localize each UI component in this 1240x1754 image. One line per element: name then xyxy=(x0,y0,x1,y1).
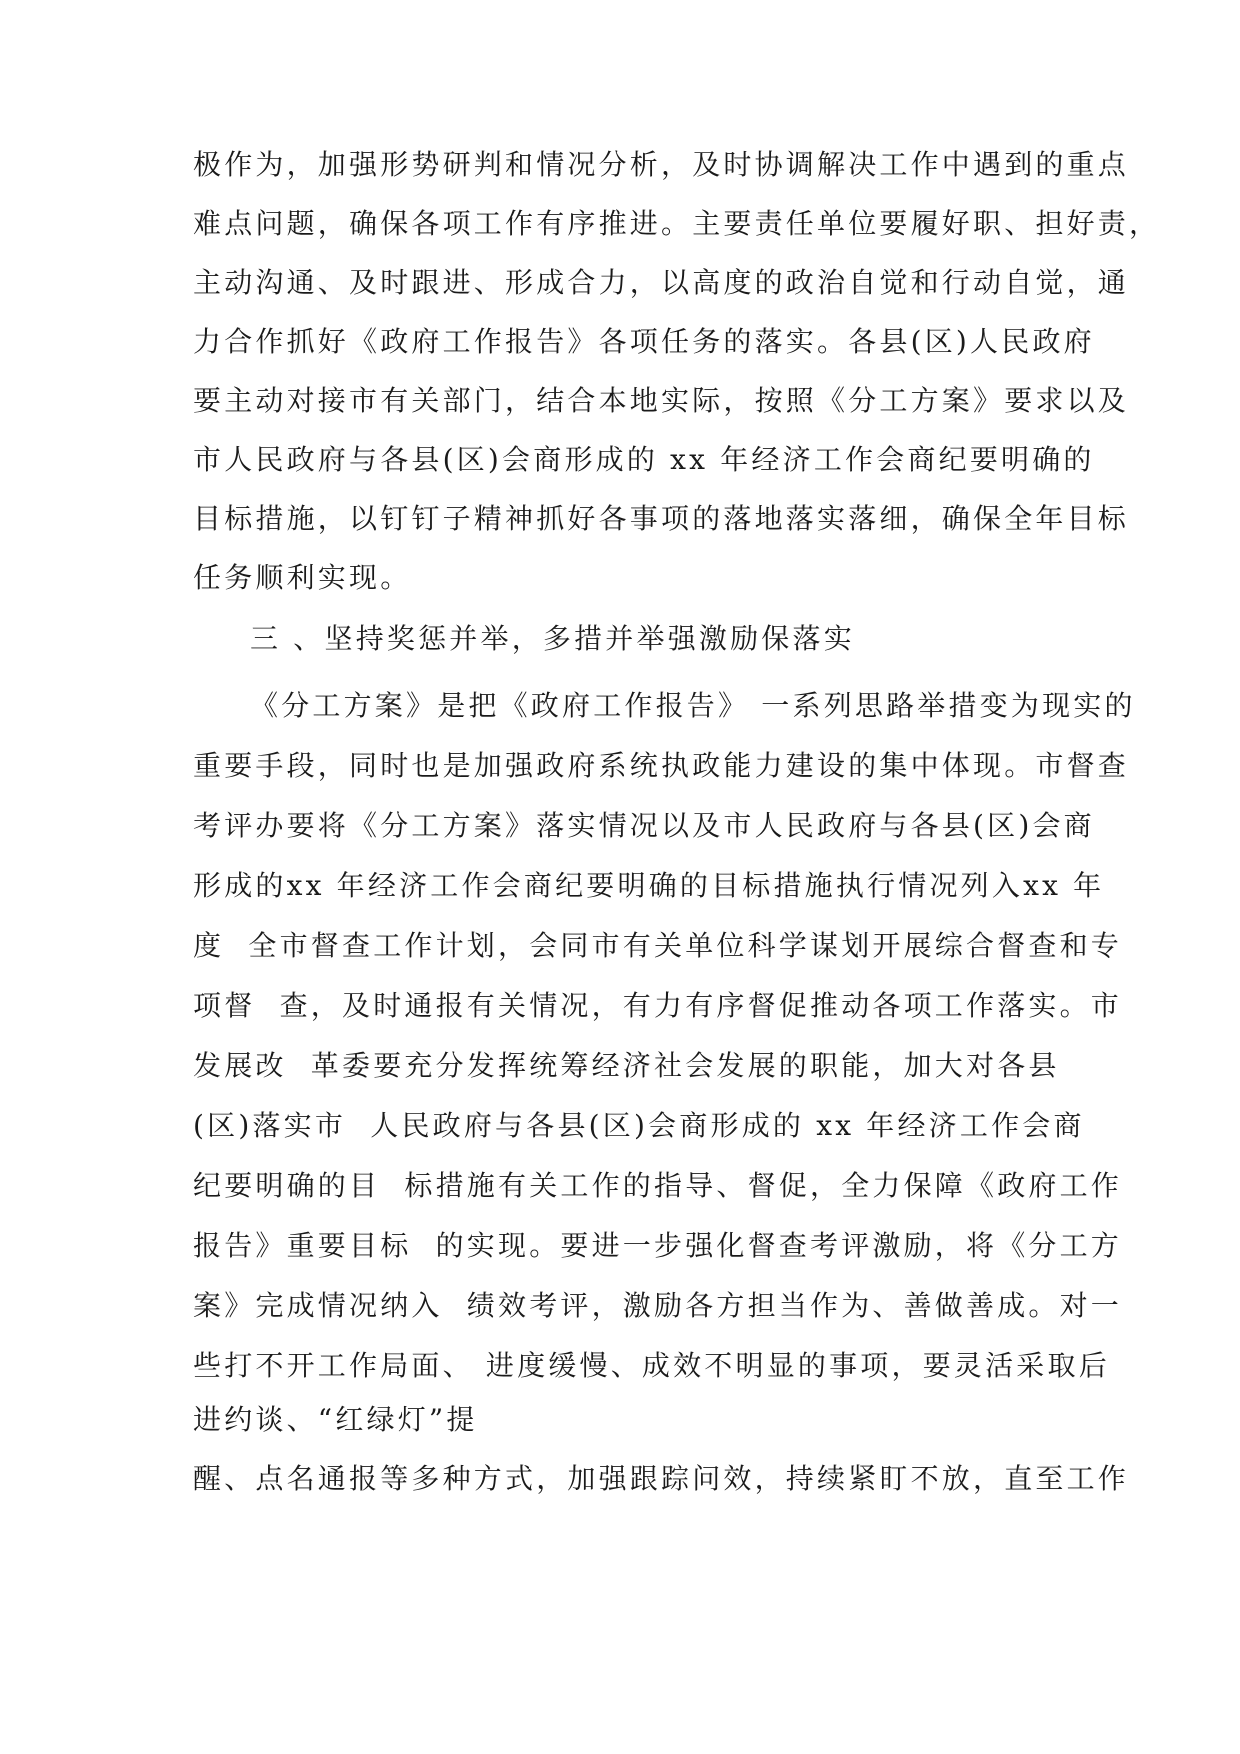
body-text-line: 考评办要将《分工方案》落实情况以及市人民政府与各县(区)会商 xyxy=(193,809,1095,842)
body-text-line: 报告》重要目标 的实现。要进一步强化督查考评激励，将《分工方 xyxy=(193,1229,1123,1262)
body-text-line: 发展改 革委要充分发挥统筹经济社会发展的职能，加大对各县 xyxy=(193,1049,1060,1082)
body-text-line: 极作为，加强形势研判和情况分析，及时协调解决工作中遇到的重点 xyxy=(193,148,1130,181)
body-text-line: 主动沟通、及时跟进、形成合力，以高度的政治自觉和行动自觉，通 xyxy=(193,266,1130,299)
section-heading: 三 、坚持奖惩并举，多措并举强激励保落实 xyxy=(250,622,855,655)
body-text-line: 形成的xx 年经济工作会商纪要明确的目标措施执行情况列入xx 年 xyxy=(193,869,1105,902)
body-text-line: 目标措施，以钉钉子精神抓好各事项的落地落实落细，确保全年目标 xyxy=(193,502,1130,535)
body-text-line: 醒、点名通报等多种方式，加强跟踪问效，持续紧盯不放，直至工作 xyxy=(193,1462,1130,1495)
body-text-line: 市人民政府与各县(区)会商形成的 xx 年经济工作会商纪要明确的 xyxy=(193,443,1095,476)
body-text-line: 重要手段，同时也是加强政府系统执政能力建设的集中体现。市督查 xyxy=(193,749,1130,782)
body-text-line: 些打不开工作局面、 进度缓慢、成效不明显的事项，要灵活采取后 xyxy=(193,1349,1110,1382)
body-text-line: 案》完成情况纳入 绩效考评，激励各方担当作为、善做善成。对一 xyxy=(193,1289,1123,1322)
body-text-line: 进约谈、“红绿灯”提 xyxy=(193,1403,478,1436)
body-text-line: 项督 查，及时通报有关情况，有力有序督促推动各项工作落实。市 xyxy=(193,989,1123,1022)
body-text-line: 力合作抓好《政府工作报告》各项任务的落实。各县(区)人民政府 xyxy=(193,325,1095,358)
body-text-line: 纪要明确的目 标措施有关工作的指导、督促，全力保障《政府工作 xyxy=(193,1169,1123,1202)
body-text-line: 任务顺利实现。 xyxy=(193,561,412,594)
body-text-line: 难点问题，确保各项工作有序推进。主要责任单位要履好职、担好责， xyxy=(193,207,1161,240)
body-text-line: 度 全市督查工作计划，会同市有关单位科学谋划开展综合督查和专 xyxy=(193,929,1123,962)
body-text-line: 要主动对接市有关部门，结合本地实际，按照《分工方案》要求以及 xyxy=(193,384,1130,417)
body-text-line: (区)落实市 人民政府与各县(区)会商形成的 xx 年经济工作会商 xyxy=(193,1109,1085,1142)
body-text-line: 《分工方案》是把《政府工作报告》 一系列思路举措变为现实的 xyxy=(250,689,1136,722)
